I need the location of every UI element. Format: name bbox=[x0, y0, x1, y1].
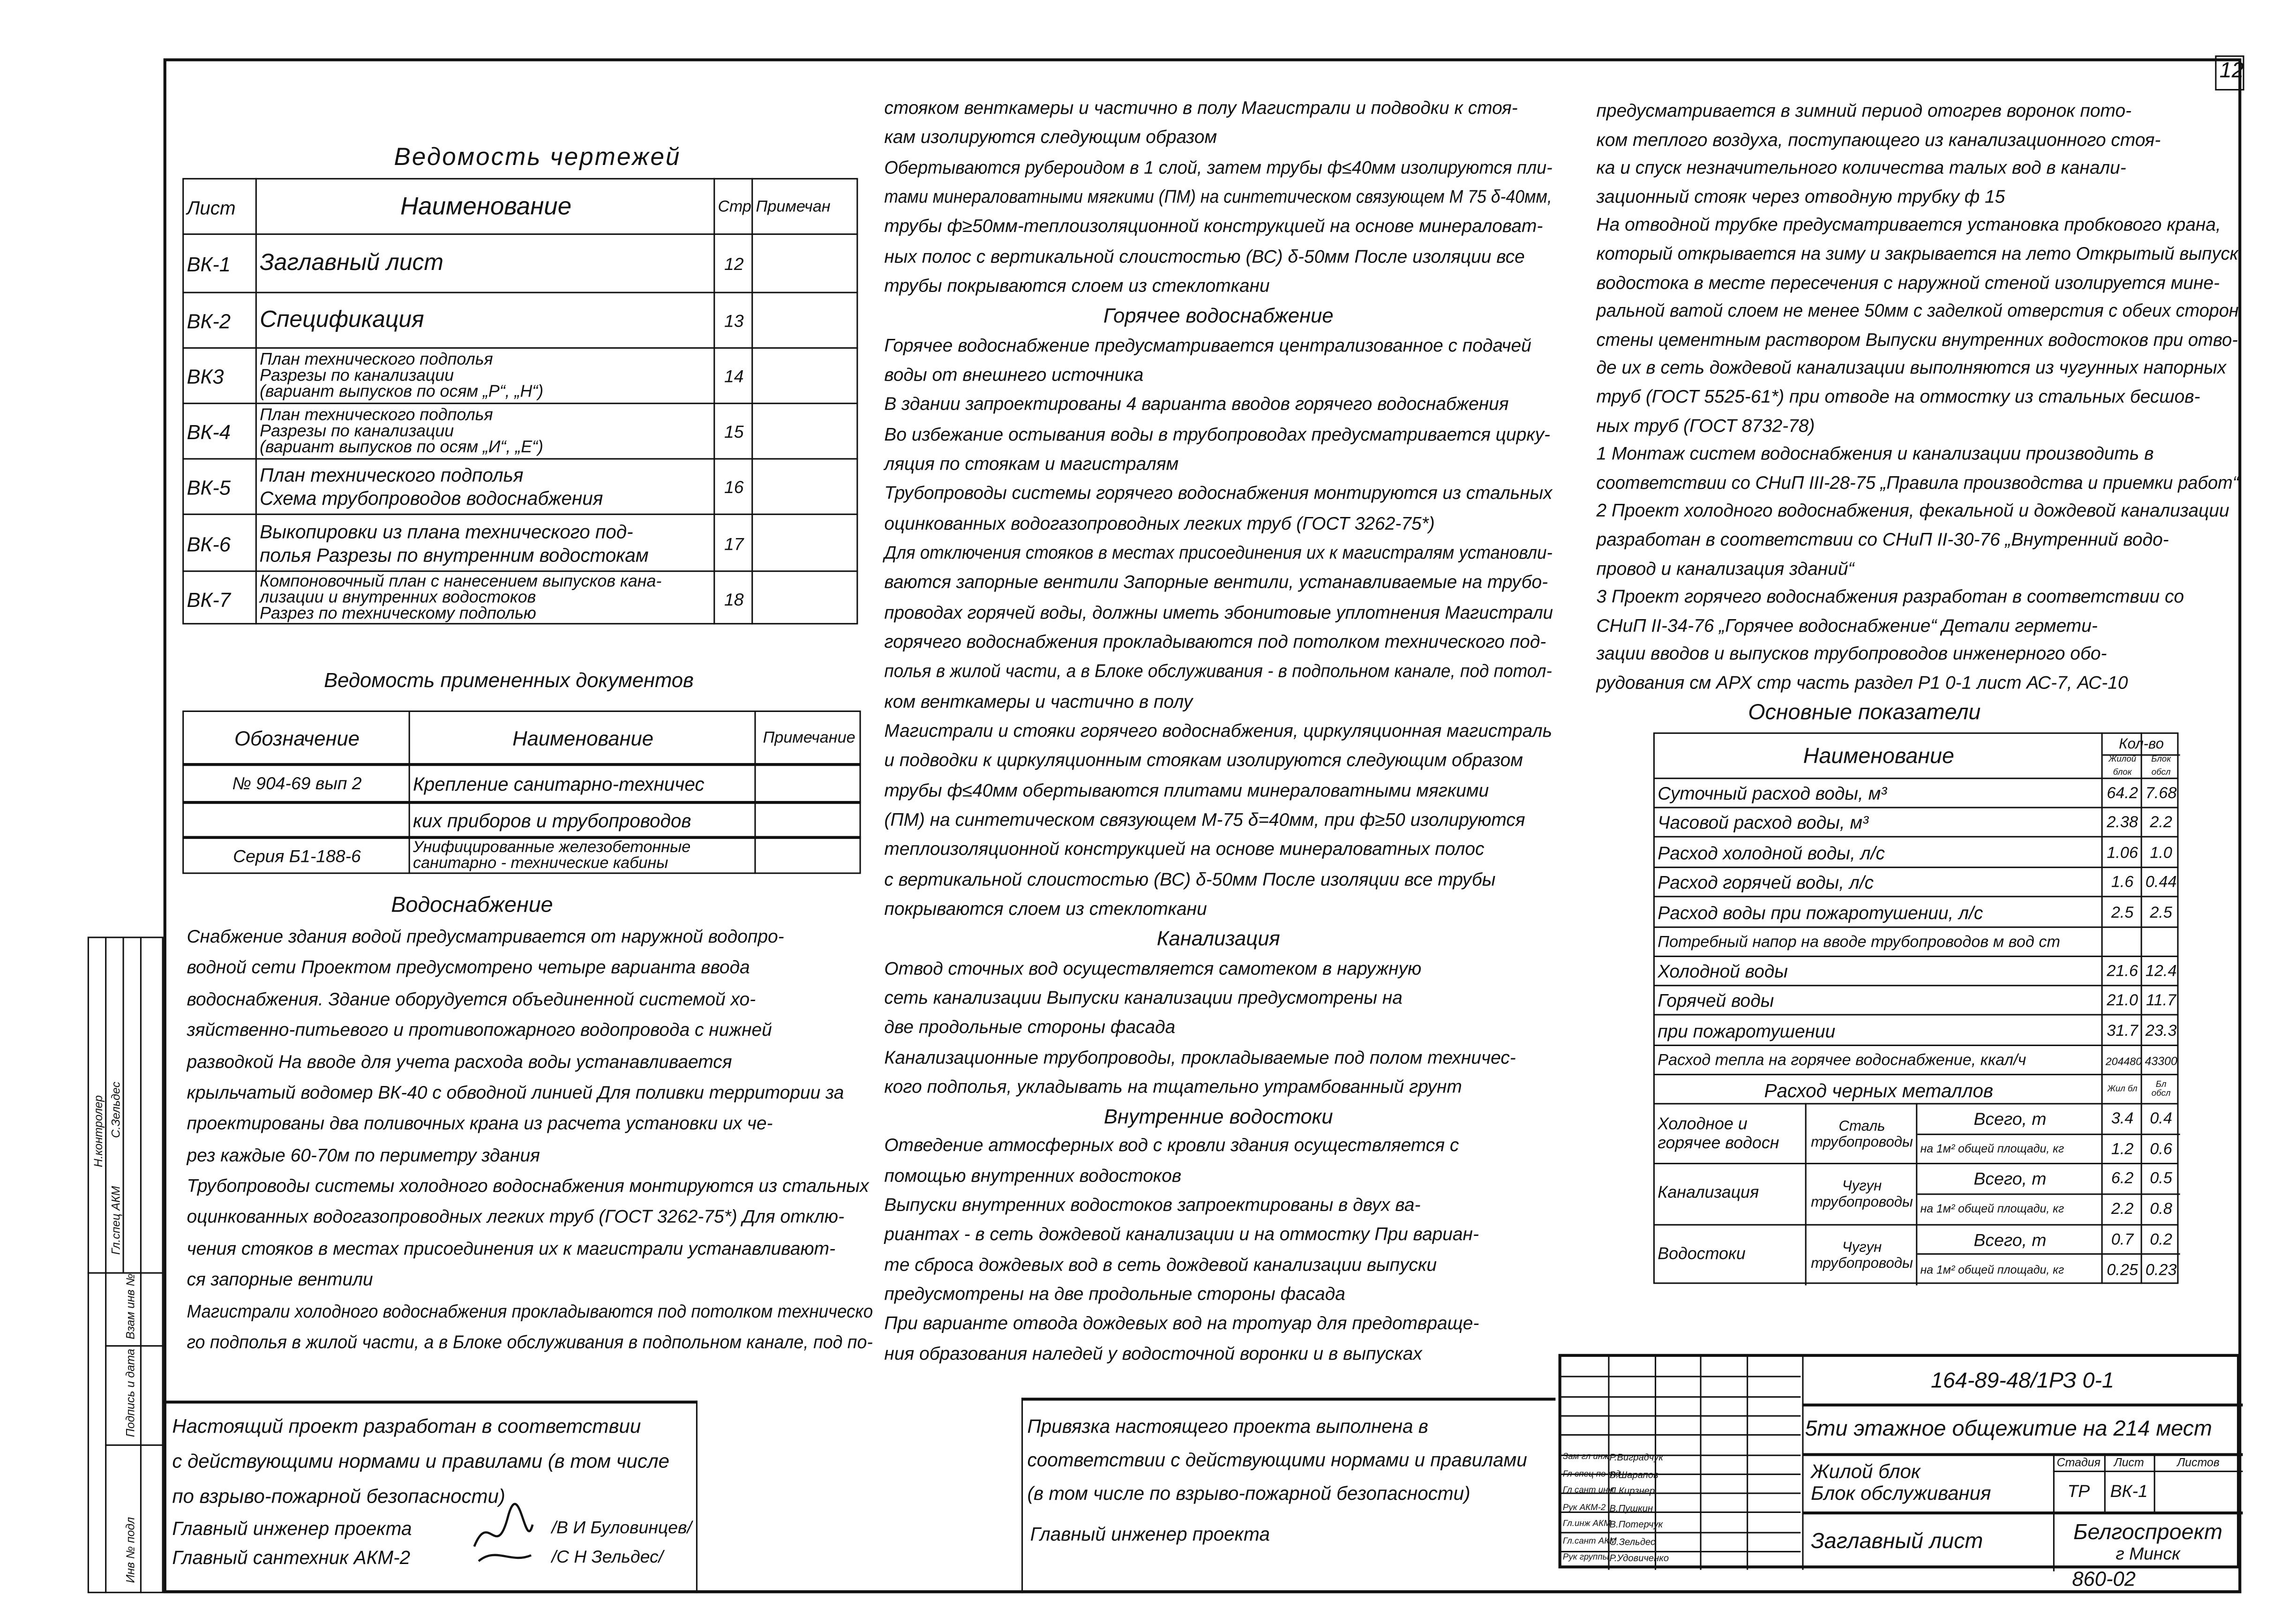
indicator-srv: 23.3 bbox=[2145, 1022, 2177, 1040]
indicator-srv: 11.7 bbox=[2146, 992, 2176, 1010]
text-line: Во избежание остывания воды в трубопроводах предусматривается цирку- bbox=[884, 424, 1551, 445]
drawings-header: Примечан bbox=[756, 198, 831, 216]
block-name: Жилой блок bbox=[1811, 1460, 1920, 1482]
metals-srv: Бл обсл bbox=[2151, 1081, 2171, 1099]
indicator-name: Горячей воды bbox=[1658, 990, 1774, 1011]
middle-chief-engineer-label: Главный инженер проекта bbox=[1030, 1523, 1270, 1545]
indicators-table bbox=[1653, 733, 2179, 1284]
text-line: ных труб (ГОСТ 8732-78) bbox=[1596, 415, 1815, 436]
sheet-name-line: (вариант выпусков по осям „И“, „Е“) bbox=[260, 438, 543, 456]
sheet-name-line: Разрез по техническому подполью bbox=[260, 605, 536, 623]
text-line: кам изолируются следующим образом bbox=[884, 127, 1217, 148]
indicator-srv: 2.5 bbox=[2150, 904, 2172, 921]
rule bbox=[1560, 1532, 1801, 1533]
page-number: 12 bbox=[2219, 58, 2244, 83]
documents-header: Наименование bbox=[512, 726, 653, 750]
document-name-line: ких приборов и трубопроводов bbox=[413, 809, 691, 831]
text-line: кого подполья, укладывать на тщательно утрамбованный грунт bbox=[884, 1076, 1462, 1097]
water-supply-title: Водоснабжение bbox=[391, 893, 553, 918]
right-text-column bbox=[1597, 99, 2239, 695]
sheet-name-line: (вариант выпусков по осям „Р“, „Н“) bbox=[260, 383, 544, 401]
metal-material: Чугун трубопроводы bbox=[1811, 1178, 1913, 1211]
text-line: Трубопроводы системы холодного водоснабжения монтируются из стальных bbox=[187, 1175, 869, 1197]
metal-total-label: Всего, т bbox=[1973, 1109, 2047, 1130]
document-code bbox=[184, 802, 410, 838]
rule bbox=[1560, 1376, 1801, 1377]
sheets-label: Листов bbox=[2177, 1455, 2220, 1469]
indicator-srv: 2.2 bbox=[2150, 814, 2172, 832]
indicators-header-res: Жилой блок bbox=[2108, 755, 2137, 777]
staff-role: Гл сант инж bbox=[1562, 1487, 1614, 1496]
sheet-page: 16 bbox=[724, 477, 744, 498]
rule bbox=[1560, 1512, 1801, 1513]
archive-number: 860-02 bbox=[2072, 1567, 2136, 1591]
text-line: На отводной трубке предусматривается установка пробкового крана, bbox=[1596, 215, 2221, 236]
metal-material: Сталь трубопроводы bbox=[1811, 1118, 1913, 1151]
metal-total-res: 3.4 bbox=[2111, 1110, 2134, 1129]
text-line: ляция по стоякам и магистралям bbox=[884, 453, 1179, 474]
text-line: ваются запорные вентили Запорные вентили, устанавливаемые на трубо- bbox=[884, 572, 1548, 593]
indicators-header-qty: Кол-во bbox=[2119, 736, 2164, 752]
compliance-line: Привязка настоящего проекта выполнена в bbox=[1027, 1415, 1428, 1437]
organization-name: Белгоспроект bbox=[2073, 1519, 2223, 1545]
replace-inv-label: Взам инв № bbox=[124, 1273, 137, 1340]
staff-role: Рук АКМ-2 bbox=[1562, 1503, 1606, 1512]
metal-per-label: на 1м² общей площади, кг bbox=[1920, 1143, 2064, 1156]
text-line: помощью внутренних водостоков bbox=[884, 1165, 1182, 1186]
sheet-name-line: План технического подполья bbox=[260, 406, 493, 424]
sheet-code: ВК3 bbox=[187, 365, 224, 389]
text-line: ральной ватой слоем не менее 50мм с заделкой отверстия с обеих сторон bbox=[1596, 300, 2239, 322]
water-supply-text bbox=[187, 925, 872, 1354]
metals-title: Расход черных металлов bbox=[1764, 1078, 1994, 1101]
metal-per-label: на 1м² общей площади, кг bbox=[1920, 1264, 2064, 1277]
text-line: рез каждые 60-70м по периметру здания bbox=[187, 1145, 540, 1166]
text-line: и подводки к циркуляционным стоякам изолируются следующим образом bbox=[884, 750, 1523, 771]
sheet-name-line: Схема трубопроводов водоснабжения bbox=[260, 487, 603, 509]
text-line: чения стояков в местах присоединения их к магистрали устанавливают- bbox=[187, 1238, 836, 1259]
metals-res: Жил бл bbox=[2107, 1085, 2138, 1094]
text-line: зяйственно-питьевого и противопожарного водопровода с нижней bbox=[187, 1020, 772, 1040]
sheet-name-line: Разрезы по канализации bbox=[260, 367, 454, 385]
indicator-srv: 43300 bbox=[2145, 1054, 2177, 1068]
text-line: труб (ГОСТ 5525-61*) при отводе на отмостку из стальных бесшов- bbox=[1596, 386, 2200, 407]
staff-name: В.Потерчук bbox=[1609, 1520, 1663, 1531]
rule bbox=[1560, 1396, 1801, 1397]
sheet-name bbox=[257, 460, 715, 515]
block-name: Блок обслуживания bbox=[1811, 1482, 1991, 1504]
indicator-res: 204480 bbox=[2105, 1054, 2142, 1068]
text-line: зации вводов и выпусков трубопроводов инженерного обо- bbox=[1596, 644, 2107, 665]
signature-icon bbox=[467, 1503, 540, 1568]
staff-name: В.Пушкин bbox=[1609, 1503, 1653, 1514]
sheet-name-line: Спецификация bbox=[260, 307, 424, 333]
indicator-name: Расход холодной воды, л/с bbox=[1658, 842, 1885, 863]
text-line: стояком венткамеры и частично в полу Магистрали и подводки к стоя- bbox=[884, 97, 1518, 119]
chief-engineer-label: Главный инженер проекта bbox=[172, 1517, 412, 1540]
organization bbox=[2053, 1512, 2243, 1572]
sheet-code: ВК-6 bbox=[187, 531, 231, 555]
indicator-res: 64.2 bbox=[2107, 785, 2138, 803]
text-line: разработан в соответствии со СНиП II-30-76 „Внутренний водо- bbox=[1596, 529, 2169, 550]
metal-system: Холодное и горячее водосн bbox=[1658, 1115, 1779, 1152]
metal-total-res: 0.7 bbox=[2111, 1232, 2134, 1250]
sheet-name bbox=[257, 349, 715, 404]
indicator-name: Часовой расход воды, м³ bbox=[1658, 812, 1869, 833]
text-line: рудования см АРХ стр часть раздел Р1 0-1 лист АС-7, АС-10 bbox=[1596, 672, 2128, 693]
text-line: воды от внешнего источника bbox=[884, 365, 1144, 385]
staff-role: Гл.сант АКМ bbox=[1562, 1537, 1617, 1546]
document-name bbox=[410, 802, 756, 838]
indicator-srv: 12.4 bbox=[2145, 963, 2177, 980]
indicator-name: Суточный расход воды, м³ bbox=[1658, 783, 1887, 804]
sheet-name bbox=[257, 293, 715, 349]
indicator-name: Расход горячей воды, л/с bbox=[1658, 872, 1874, 893]
side-strip bbox=[88, 936, 164, 1593]
indicator-name: при пожаротушении bbox=[1658, 1020, 1836, 1041]
drawings-header: Лист bbox=[187, 196, 236, 218]
metal-per-srv: 0.6 bbox=[2150, 1140, 2172, 1158]
compliance-line: по взрыво-пожарной безопасности) bbox=[172, 1485, 505, 1507]
text-line: водной сети Проектом предусмотрено четыре варианта ввода bbox=[187, 958, 750, 978]
text-line: крыльчатый водомер ВК-40 с обводной линией Для поливки территории за bbox=[187, 1082, 844, 1103]
document-name bbox=[410, 838, 756, 876]
rule bbox=[1747, 1355, 1748, 1570]
text-line: При варианте отвода дождевых вод на тротуар для предотвраще- bbox=[884, 1314, 1479, 1334]
sheet-page: 13 bbox=[724, 311, 744, 331]
indicator-srv bbox=[2142, 928, 2180, 957]
text-line: ных полос с вертикальной слоистостью (ВС) δ-50мм После изоляции все bbox=[884, 246, 1525, 267]
document-code: № 904-69 вып 2 bbox=[232, 773, 362, 794]
text-line: ся запорные вентили bbox=[187, 1269, 373, 1290]
sheet-page: 17 bbox=[724, 533, 744, 554]
drawing-code: 164-89-48/1РЗ 0-1 bbox=[1930, 1368, 2115, 1393]
indicator-name: Расход тепла на горячее водоснабжение, ккал/ч bbox=[1658, 1052, 2026, 1070]
indicator-name: Расход воды при пожаротушении, л/с bbox=[1658, 902, 1983, 923]
text-line: Горячее водоснабжение предусматривается централизованное с подачей bbox=[884, 335, 1531, 356]
metal-total-label: Всего, т bbox=[1973, 1169, 2047, 1190]
indicator-srv: 0.44 bbox=[2145, 874, 2177, 891]
spec-label: Гл.спец АКМ bbox=[109, 1186, 123, 1255]
staff-name: Р.Виградчук bbox=[1609, 1453, 1664, 1464]
document-name-line: Унифицированные железобетонные bbox=[413, 838, 691, 857]
indicator-srv: 7.68 bbox=[2145, 785, 2177, 803]
rule bbox=[1560, 1415, 1801, 1416]
metal-per-label: на 1м² общей площади, кг bbox=[1920, 1202, 2064, 1216]
drawings-header: Стр bbox=[718, 198, 751, 216]
text-line: соответствии со СНиП III-28-75 „Правила производства и приемки работ“ bbox=[1596, 472, 2239, 493]
sheet-code: ВК-7 bbox=[187, 587, 231, 611]
text-line: 1 Монтаж систем водоснабжения и канализации производить в bbox=[1596, 443, 2154, 464]
chief-plumber-name: /С Н Зельдес/ bbox=[551, 1546, 664, 1567]
indicator-name: Потребный напор на вводе трубопроводов м вод ст bbox=[1658, 934, 2060, 951]
sheet-code: ВК-4 bbox=[187, 420, 231, 444]
indicators-header-name: Наименование bbox=[1803, 744, 1954, 769]
text-line: те сброса дождевых вод в сеть дождевой канализации выпуски bbox=[884, 1254, 1437, 1275]
indicator-res: 2.38 bbox=[2107, 814, 2138, 832]
sheet-page: 14 bbox=[724, 366, 744, 387]
document-code: Серия Б1-188-6 bbox=[233, 846, 361, 867]
text-line: полья в жилой части, а в Блоке обслуживания - в подпольном канале, под потол- bbox=[884, 661, 1552, 682]
sheet-page: 18 bbox=[724, 589, 744, 609]
sheet-name-line: План технического подполья bbox=[260, 351, 493, 369]
sheet-name-line: Разрезы по канализации bbox=[260, 422, 454, 440]
indicator-res: 21.6 bbox=[2107, 963, 2138, 980]
organization-city: г Минск bbox=[2115, 1542, 2180, 1564]
text-line: разводкой На вводе для учета расхода воды устанавливается bbox=[187, 1051, 732, 1072]
compliance-line: с действующими нормами и правилами (в том числе bbox=[172, 1450, 669, 1472]
sheet-value: ВК-1 bbox=[2110, 1481, 2148, 1502]
text-line: Снабжение здания водой предусматривается от наружной водопро- bbox=[187, 926, 784, 947]
metal-total-label: Всего, т bbox=[1973, 1230, 2047, 1251]
text-line: сеть канализации Выпуски канализации предусмотрены на bbox=[884, 987, 1403, 1008]
text-line: стены цементным раствором Выпуски внутренних водостоков при отво- bbox=[1596, 329, 2238, 350]
metal-per-res: 1.2 bbox=[2111, 1140, 2134, 1158]
sheet-code: ВК-2 bbox=[187, 309, 231, 333]
stage-label: Стадия bbox=[2056, 1455, 2100, 1469]
chief-engineer-name: /В И Буловинцев/ bbox=[551, 1517, 692, 1538]
text-line: оцинкованных водогазопроводных легких труб (ГОСТ 3262-75*) bbox=[884, 513, 1435, 534]
text-line: СНиП II-34-76 „Горячее водоснабжение“ Детали гермети- bbox=[1596, 615, 2098, 636]
text-line: с вертикальной слоистостью (ВС) δ-50мм После изоляции все трубы bbox=[884, 868, 1496, 890]
section-heading: Горячее водоснабжение bbox=[1103, 304, 1334, 328]
sheet-name-line: План технического подполья bbox=[260, 464, 524, 486]
documents-header: Примечание bbox=[763, 729, 855, 747]
sheet-name-line: полья Разрезы по внутренним водостокам bbox=[260, 543, 649, 566]
text-line: предусматривается в зимний период отогрев воронок пото- bbox=[1596, 100, 2132, 121]
indicator-name: Холодной воды bbox=[1658, 961, 1788, 982]
rule bbox=[1700, 1355, 1702, 1570]
staff-role: Гл.инж АКМ bbox=[1562, 1520, 1611, 1529]
sheet-page: 12 bbox=[724, 254, 744, 275]
text-line: водоснабжения. Здание оборудуется объединенной системой хо- bbox=[187, 988, 756, 1010]
section-heading: Канализация bbox=[1156, 927, 1280, 950]
indicator-res: 31.7 bbox=[2107, 1022, 2138, 1040]
staff-name: В.Шарапов bbox=[1609, 1470, 1658, 1481]
indicator-res: 21.0 bbox=[2107, 992, 2138, 1010]
indicator-res bbox=[2103, 928, 2142, 957]
compliance-line: соответствии с действующими нормами и правилами bbox=[1027, 1449, 1527, 1471]
text-line: Отвод сточных вод осуществляется самотеком в наружную bbox=[884, 958, 1422, 979]
sheet-name bbox=[257, 404, 715, 459]
text-line: зационный стояк через отводную трубку ф 15 bbox=[1596, 186, 2005, 207]
text-line: Отведение атмосферных вод с кровли здания осуществляется с bbox=[884, 1136, 1459, 1156]
indicator-res: 2.5 bbox=[2111, 904, 2134, 921]
metal-per-res: 2.2 bbox=[2111, 1200, 2134, 1218]
spec-name: С.Зельдес bbox=[109, 1081, 123, 1138]
indicator-res: 1.06 bbox=[2107, 844, 2138, 862]
sheet-label: Лист bbox=[2114, 1455, 2144, 1469]
text-line: трубы ф≤40мм обертываются плитами минераловатными мягкими bbox=[884, 779, 1489, 801]
metal-total-res: 6.2 bbox=[2111, 1170, 2134, 1188]
text-line: 2 Проект холодного водоснабжения, фекальной и дождевой канализации bbox=[1596, 501, 2229, 522]
staff-name: Л.Кирзнер bbox=[1609, 1487, 1655, 1497]
text-line: ком теплого воздуха, поступающего из канализационного стоя- bbox=[1596, 129, 2161, 150]
text-line: предусмотрены на две продольные стороны фасада bbox=[884, 1284, 1345, 1305]
text-line: ка и спуск незначительного количества талых вод в канали- bbox=[1596, 157, 2126, 179]
text-line: теплоизоляционной конструкцией на основе минераловатных полос bbox=[884, 839, 1485, 860]
drawings-table bbox=[182, 178, 858, 625]
text-line: трубы покрываются слоем из стеклоткани bbox=[884, 276, 1270, 296]
inv-label: Инв № подл bbox=[124, 1517, 137, 1583]
project-name: 5ти этажное общежитие на 214 мест bbox=[1805, 1416, 2213, 1441]
indicators-title: Основные показатели bbox=[1748, 700, 1981, 726]
text-line: Трубопроводы системы горячего водоснабжения монтируются из стальных bbox=[884, 483, 1553, 504]
staff-name: Р.Удовиченко bbox=[1609, 1554, 1669, 1564]
text-line: де их в сеть дождевой канализации выполняются из чугунных напорных bbox=[1596, 358, 2227, 379]
documents-table bbox=[182, 711, 861, 874]
sheet-code: ВК-1 bbox=[187, 252, 231, 276]
metal-total-srv: 0.5 bbox=[2150, 1170, 2172, 1188]
document-name-line: санитарно - технические кабины bbox=[413, 855, 668, 873]
drawings-title: Ведомость чертежей bbox=[394, 143, 681, 171]
n-control-label: Н.контролер bbox=[92, 1095, 105, 1167]
metal-per-srv: 0.8 bbox=[2150, 1200, 2172, 1218]
rule bbox=[1560, 1551, 1801, 1552]
text-line: провод и канализация зданий“ bbox=[1596, 558, 1854, 579]
text-line: который открывается на зиму и закрывается на лето Открытый выпуск bbox=[1596, 243, 2238, 264]
staff-role: Рук группы bbox=[1562, 1554, 1609, 1563]
documents-title: Ведомость примененных документов bbox=[324, 668, 694, 692]
drawings-header: Наименование bbox=[400, 192, 572, 221]
text-line: водостока в месте пересечения с наружной стеной изолируется мине- bbox=[1596, 272, 2220, 293]
sheet-name-line: Выкопировки из плана технического под- bbox=[260, 520, 633, 542]
sheet-name bbox=[257, 235, 715, 293]
sheet-name-line: Заглавный лист bbox=[260, 251, 443, 276]
text-line: В здании запроектированы 4 варианта вводов горячего водоснабжения bbox=[884, 394, 1509, 415]
compliance-line: Настоящий проект разработан в соответствии bbox=[172, 1415, 641, 1437]
text-line: ком венткамеры и частично в полу bbox=[884, 691, 1193, 711]
metal-total-srv: 0.4 bbox=[2150, 1110, 2172, 1129]
block-names bbox=[1808, 1453, 2053, 1512]
text-line: проектированы два поливочных крана из расчета установки их че- bbox=[187, 1113, 773, 1134]
metal-per-srv: 0.23 bbox=[2145, 1261, 2177, 1280]
document-name-line: Крепление санитарно-техничес bbox=[413, 772, 705, 794]
sheet-name-line: лизации и внутренних водостоков bbox=[260, 589, 536, 607]
text-line: горячего водоснабжения прокладываются под потолком технического под- bbox=[884, 631, 1546, 652]
text-line: Выпуски внутренних водостоков запроектированы в двух ва- bbox=[884, 1195, 1421, 1216]
sheet-code: ВК-5 bbox=[187, 475, 231, 499]
sheet-name bbox=[257, 515, 715, 572]
text-line: покрываются слоем из стеклоткани bbox=[884, 898, 1207, 919]
signature-date-label: Подпись и дата bbox=[124, 1348, 137, 1437]
staff-role: Гл спец по тд bbox=[1562, 1470, 1620, 1479]
section-heading: Внутренние водостоки bbox=[1103, 1104, 1333, 1128]
staff-role: Зам гл инж bbox=[1562, 1453, 1609, 1462]
text-line: риантах - в сеть дождевой канализации и на отмостку При вариан- bbox=[884, 1225, 1479, 1245]
rule bbox=[1560, 1435, 1801, 1436]
text-line: Магистрали холодного водоснабжения прокладываются под потолком техническо bbox=[187, 1301, 873, 1321]
text-line: го подполья в жилой части, а в Блоке обслуживания в подпольном канале, под по- bbox=[187, 1332, 873, 1353]
text-line: 3 Проект горячего водоснабжения разработан в соответствии со bbox=[1596, 586, 2184, 607]
text-line: трубы ф≥50мм-теплоизоляционной конструкцией на основе минераловат- bbox=[884, 216, 1543, 237]
text-line: Канализационные трубопроводы, прокладываемые под полом техничес- bbox=[884, 1047, 1516, 1068]
metal-material: Чугун трубопроводы bbox=[1811, 1239, 1913, 1272]
sheet-name-line: Компоновочный план с нанесением выпусков кана- bbox=[260, 573, 662, 591]
text-line: (ПМ) на синтетическом связующем М-75 δ=40мм, при ф≥50 изолируются bbox=[884, 809, 1525, 830]
text-line: проводах горячей воды, должны иметь эбонитовые уплотнения Магистрали bbox=[884, 602, 1553, 622]
indicator-srv: 1.0 bbox=[2150, 844, 2172, 862]
stage-value: ТР bbox=[2067, 1481, 2090, 1502]
sheet-page: 15 bbox=[724, 421, 744, 442]
staff-name: С.Зельдес bbox=[1609, 1537, 1656, 1548]
indicators-header-srv: Блок обсл bbox=[2151, 755, 2171, 777]
metal-per-res: 0.25 bbox=[2107, 1261, 2138, 1280]
text-line: ния образования наледей у водосточной воронки и в выпусках bbox=[884, 1343, 1422, 1364]
metal-system: Канализация bbox=[1658, 1184, 1759, 1203]
documents-header: Обозначение bbox=[234, 726, 360, 750]
sheet-title: Заглавный лист bbox=[1811, 1529, 1983, 1554]
metal-system: Водостоки bbox=[1658, 1246, 1746, 1264]
text-line: две продольные стороны фасада bbox=[884, 1017, 1176, 1038]
indicator-res: 1.6 bbox=[2111, 874, 2134, 891]
chief-plumber-label: Главный сантехник АКМ-2 bbox=[172, 1546, 411, 1569]
document-name bbox=[410, 764, 756, 802]
title-block bbox=[1559, 1354, 2240, 1569]
text-line: оцинкованных водогазопроводных легких труб (ГОСТ 3262-75*) Для отклю- bbox=[187, 1207, 845, 1228]
sheet-name bbox=[257, 572, 715, 626]
metal-total-srv: 0.2 bbox=[2150, 1232, 2172, 1250]
text-line: Магистрали и стояки горячего водоснабжения, циркуляционная магистраль bbox=[884, 720, 1553, 741]
text-line: Для отключения стояков в местах присоединения их к магистралям установли- bbox=[884, 542, 1553, 563]
text-line: Обертываются рубероидом в 1 слой, затем трубы ф≤40мм изолируются пли- bbox=[884, 157, 1553, 178]
compliance-line: (в том числе по взрыво-пожарной безопасности) bbox=[1027, 1482, 1470, 1504]
middle-text-column bbox=[884, 96, 1553, 1365]
text-line: тами минераловатными мягкими (ПМ) на синтетическом связующем М 75 δ-40мм, bbox=[884, 187, 1552, 207]
